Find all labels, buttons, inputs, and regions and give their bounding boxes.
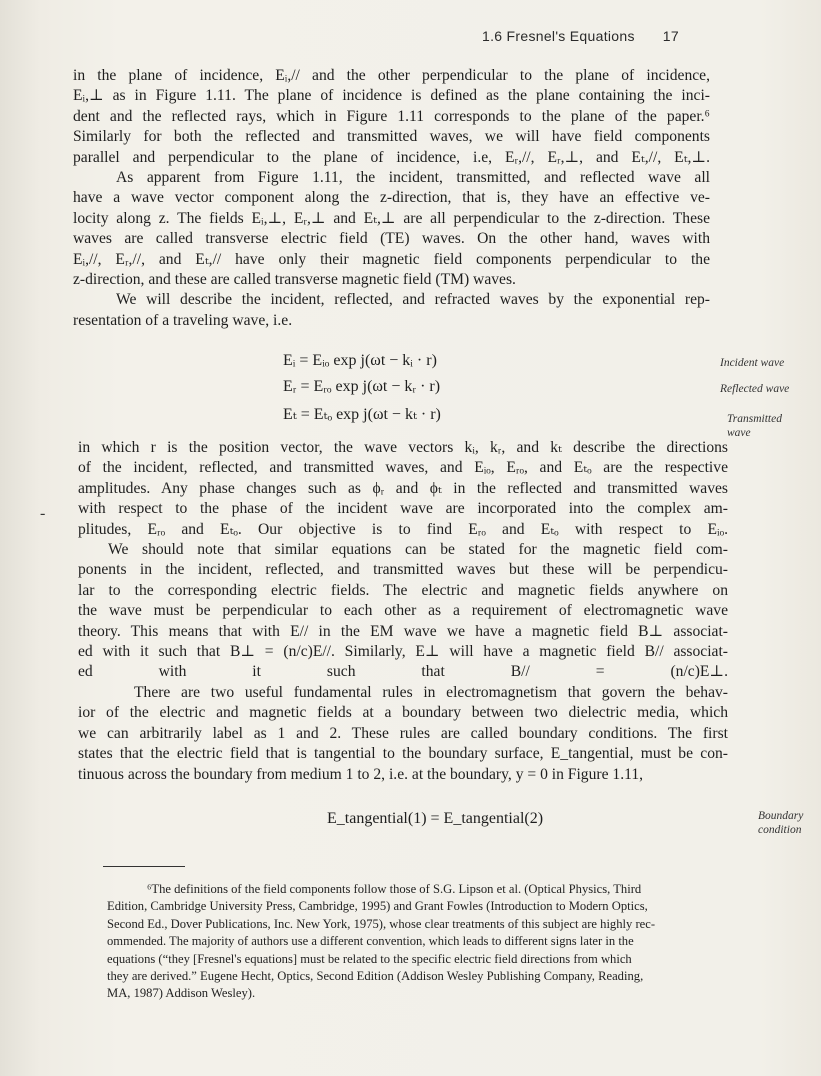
main-paragraphs: [78, 438, 728, 785]
footnote-line: they are derived.” Eugene Hecht, Optics, Second Edition (Addison Wesley Publishing Company, Reading,: [107, 969, 644, 984]
text-line: states that the electric field that is tangential to the boundary surface, E_tangential, must be con-: [78, 745, 728, 763]
text-line: theory. This means that with E// in the EM wave we have a magnetic field B⊥ associat-: [78, 622, 728, 640]
text-line: have a wave vector component along the z-direction, that is, they have an effective ve-: [73, 189, 710, 207]
section-title: 1.6 Fresnel's Equations: [482, 28, 635, 44]
margin-mark: -: [40, 505, 46, 522]
text-line: Eᵢ,⊥ as in Figure 1.11. The plane of incidence is defined as the plane containing the inci-: [73, 87, 710, 105]
footnote-line: Second Ed., Dover Publications, Inc. New York, 1975), whose clear treatments of this subject are highly rec-: [107, 916, 656, 931]
footnote-line: equations (“they [Fresnel's equations] must be related to the specific electric field directions from which: [107, 951, 632, 966]
text-line: in the plane of incidence, Eᵢ,// and the other perpendicular to the plane of incidence,: [73, 67, 710, 84]
text-line: lar to the corresponding electric fields. The electric and magnetic fields anywhere on: [78, 581, 728, 599]
text-line: There are two useful fundamental rules in electromagnetism that govern the behav-: [134, 683, 728, 701]
footnote: [107, 881, 759, 1003]
page-number: 17: [662, 28, 679, 44]
footnote-line: ommended. The majority of authors use a different convention, which leads to different signs later in the: [107, 934, 634, 949]
equation-reflected: Eᵣ = Eᵣₒ exp j(ωt − kᵣ · r): [283, 378, 441, 395]
footnote-line: ⁶The definitions of the field components follow those of S.G. Lipson et al. (Optical Physics, Third: [147, 882, 642, 896]
text-line: ior of the electric and magnetic fields at a boundary between two dielectric media, which: [78, 704, 728, 722]
text-line: Eᵢ,//, Eᵣ,//, and Eₜ,// have only their magnetic field components perpendicular to the: [73, 250, 710, 268]
label-reflected-wave: Reflected wave: [720, 383, 790, 395]
label-transmitted-wave: Transmitted wave: [727, 413, 782, 439]
text-line: tinuous across the boundary from medium 1 to 2, i.e. at the boundary, y = 0 in Figure 1.11,: [78, 765, 644, 783]
label-incident-wave: Incident wave: [720, 357, 785, 369]
running-header: [482, 28, 679, 44]
footnote-rule: [103, 866, 185, 867]
text-line: plitudes, Eᵣₒ and Eₜₒ. Our objective is to find Eᵣₒ and Eₜₒ with respect to Eᵢₒ.: [78, 520, 728, 538]
text-line: z-direction, and these are called transverse magnetic field (TM) waves.: [73, 271, 516, 289]
intro-paragraphs: [73, 66, 710, 331]
text-line: we can arbitrarily label as 1 and 2. These rules are called boundary conditions. The first: [78, 724, 728, 742]
text-line: Similarly for both the reflected and transmitted waves, we will have field components: [73, 128, 710, 146]
text-line: resentation of a traveling wave, i.e.: [73, 311, 293, 329]
text-line: waves are called transverse electric field (TE) waves. On the other hand, waves with: [73, 230, 710, 248]
footnote-line: Edition, Cambridge University Press, Cambridge, 1995) and Grant Fowles (Introduction to Modern Optics,: [107, 899, 648, 914]
equation-boundary: E_tangential(1) = E_tangential(2): [327, 810, 544, 827]
text-line: We will describe the incident, reflected, and refracted waves by the exponential rep-: [116, 291, 710, 309]
text-line: We should note that similar equations can be stated for the magnetic field com-: [108, 541, 728, 559]
footnote-line: MA, 1987) Addison Wesley).: [107, 986, 256, 1001]
text-line: As apparent from Figure 1.11, the incident, transmitted, and reflected wave all: [116, 169, 710, 187]
text-line: amplitudes. Any phase changes such as ϕᵣ and ϕₜ in the reflected and transmitted waves: [78, 479, 728, 497]
text-line: of the incident, reflected, and transmitted waves, and Eᵢₒ, Eᵣₒ, and Eₜₒ are the respective: [78, 459, 728, 477]
text-line: locity along z. The fields Eᵢ,⊥, Eᵣ,⊥ and Eₜ,⊥ are all perpendicular to the z-direction. These: [73, 209, 710, 227]
text-line: in which r is the position vector, the wave vectors kᵢ, kᵣ, and kₜ describe the directions: [78, 439, 728, 456]
equation-incident: Eᵢ = Eᵢₒ exp j(ωt − kᵢ · r): [283, 352, 437, 369]
text-line: ed with it such that B// = (n/c)E⊥.: [78, 663, 728, 681]
equation-transmitted: Eₜ = Eₜₒ exp j(ωt − kₜ · r): [283, 406, 441, 423]
text-line: with respect to the phase of the incident wave are incorporated into the complex am-: [78, 500, 728, 518]
text-line: dent and the reflected rays, which in Figure 1.11 corresponds to the plane of the paper.⁶: [73, 107, 710, 125]
text-line: ed with it such that B⊥ = (n/c)E//. Similarly, E⊥ will have a magnetic field B// associat-: [78, 643, 728, 661]
text-line: ponents in the incident, reflected, and transmitted waves but these will be perpendicu-: [78, 561, 728, 579]
text-line: the wave must be perpendicular to each other as a requirement of electromagnetic wave: [78, 602, 728, 620]
text-line: parallel and perpendicular to the plane of incidence, i.e, Eᵣ,//, Eᵣ,⊥, and Eₜ,//, Eₜ,⊥.: [73, 148, 710, 166]
label-boundary-condition: Boundary condition: [758, 810, 804, 836]
